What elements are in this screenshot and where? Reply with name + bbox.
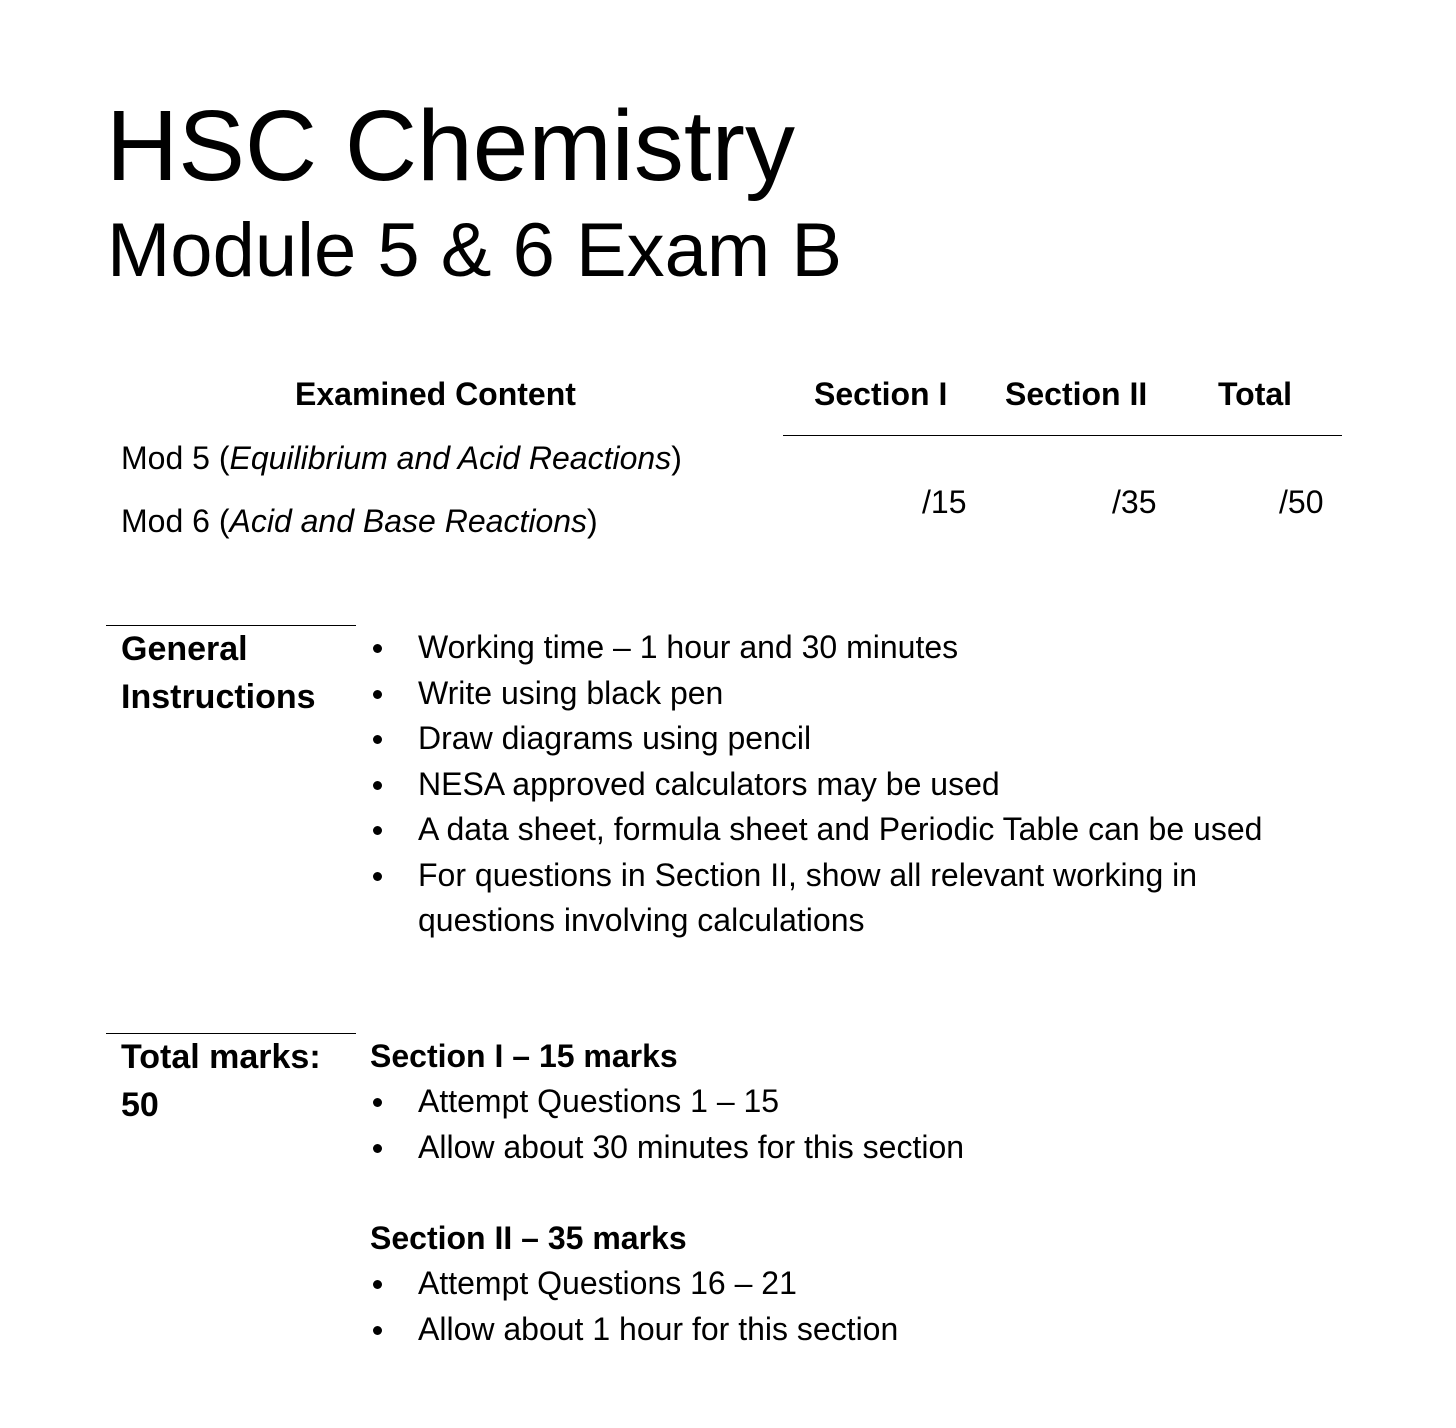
total-marks-heading: Total marks: 50 [121,1038,321,1124]
page-subtitle: Module 5 & 6 Exam B [107,208,843,293]
header-section-2: Section II [1005,376,1148,412]
page-title: HSC Chemistry [106,90,795,202]
list-item: For questions in Section II, show all relevant working in questions involving calculations [370,853,1270,944]
section-1-heading: Section I – 15 marks [370,1038,678,1074]
list-item: Attempt Questions 16 – 21 [370,1261,1370,1307]
list-item: Write using black pen [370,671,1270,717]
table-header-rule [783,435,1342,436]
module-5-suffix: ) [671,440,682,476]
list-item: A data sheet, formula sheet and Periodic Table can be used [370,807,1270,853]
header-total: Total [1218,376,1293,412]
score-section-1: /15 [922,484,967,520]
section-2-list [370,1261,1370,1352]
score-total: /50 [1279,484,1324,520]
list-item: Draw diagrams using pencil [370,716,1270,762]
general-instructions-list [370,625,1270,944]
list-item: Attempt Questions 1 – 15 [370,1079,1370,1125]
module-6-name: Acid and Base Reactions [229,503,588,539]
header-examined-content: Examined Content [295,376,576,412]
general-instructions-heading: General Instructions [121,630,316,716]
module-5-prefix: Mod 5 ( [121,440,230,476]
list-item: Allow about 1 hour for this section [370,1307,1370,1353]
list-item: Allow about 30 minutes for this section [370,1125,1370,1171]
section-2-heading: Section II – 35 marks [370,1220,687,1256]
module-6-row [121,501,598,541]
module-5-row [121,438,682,478]
list-item: NESA approved calculators may be used [370,762,1270,808]
module-5-name: Equilibrium and Acid Reactions [229,440,672,476]
section-1-list [370,1079,1370,1170]
list-item: Working time – 1 hour and 30 minutes [370,625,1270,671]
module-6-prefix: Mod 6 ( [121,503,230,539]
module-6-suffix: ) [587,503,598,539]
header-section-1: Section I [814,376,948,412]
score-section-2: /35 [1112,484,1157,520]
